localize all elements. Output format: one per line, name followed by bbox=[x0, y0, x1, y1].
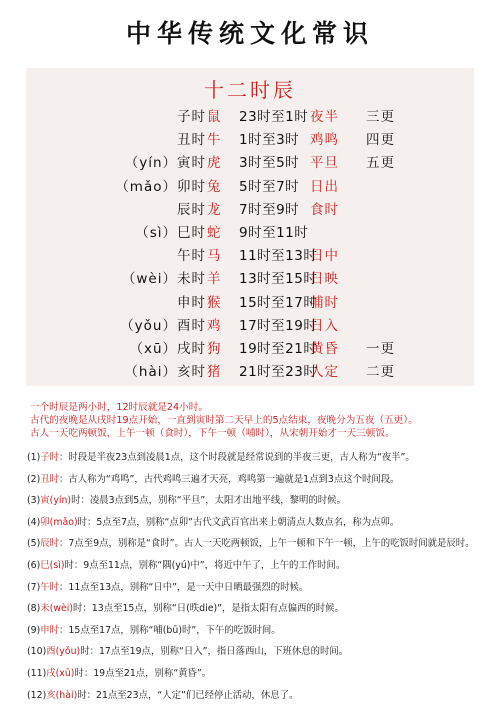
zodiac-animal: 龙 bbox=[207, 201, 221, 218]
item-number: (11) bbox=[27, 668, 47, 679]
shichen-label: （hài）亥时 bbox=[124, 364, 206, 381]
period-name: 日映 bbox=[310, 271, 339, 288]
period-name: 黄昏 bbox=[310, 341, 339, 357]
period-name: 平旦 bbox=[310, 155, 339, 172]
hour-range: 13时至15时 bbox=[239, 271, 318, 288]
item-text: 时：17点至19点，别称“日入”，指日落西山，下班休息的时间。 bbox=[80, 646, 349, 658]
shichen-label: （mǎo）卯时 bbox=[115, 178, 206, 195]
shichen-label: （yín）寅时 bbox=[124, 155, 206, 172]
shichen-row bbox=[26, 129, 474, 151]
night-watch: 三更 bbox=[366, 109, 395, 125]
zodiac-animal: 狗 bbox=[207, 341, 221, 357]
shichen-label: 午时 bbox=[177, 248, 206, 265]
item-pinyin: (yín) bbox=[49, 495, 72, 507]
hour-range: 15时至17时 bbox=[239, 294, 318, 311]
item-number: (6) bbox=[27, 560, 41, 571]
shichen-label: 辰时 bbox=[177, 201, 206, 218]
zodiac-animal: 猪 bbox=[207, 364, 221, 381]
hour-range: 5时至7时 bbox=[239, 178, 300, 195]
explanation-item bbox=[27, 515, 497, 531]
notes-block bbox=[30, 401, 490, 440]
item-pinyin: (wèi) bbox=[49, 603, 74, 615]
item-shichen: 午时 bbox=[40, 581, 60, 593]
note-line: 一个时辰是两小时，12时辰就是24小时。 bbox=[30, 402, 208, 413]
period-name: 哺时 bbox=[310, 294, 339, 311]
item-number: (7) bbox=[27, 581, 41, 593]
item-pinyin: (hài) bbox=[55, 689, 78, 701]
explanation-item bbox=[27, 558, 497, 574]
zodiac-animal: 鼠 bbox=[207, 109, 221, 125]
hour-range: 1时至3时 bbox=[239, 132, 300, 149]
table-title: 十二时辰 bbox=[204, 78, 296, 102]
item-number: (1) bbox=[27, 452, 41, 463]
item-text: ：时段是半夜23点到凌晨1点，这个时段就是经常说到的半夜三更，古人称为“夜半”。 bbox=[59, 452, 415, 463]
period-name: 夜半 bbox=[310, 109, 339, 125]
explanation-item bbox=[27, 601, 497, 617]
item-shichen: 申时 bbox=[40, 624, 60, 636]
shichen-row bbox=[26, 106, 474, 128]
shichen-label: （sì）巳时 bbox=[135, 225, 206, 241]
item-shichen: 酉 bbox=[46, 646, 56, 658]
explanation-item bbox=[27, 472, 497, 488]
item-shichen: 子时 bbox=[40, 452, 60, 463]
explanation-item bbox=[27, 450, 497, 466]
zodiac-animal: 羊 bbox=[207, 271, 221, 288]
shichen-label: 申时 bbox=[177, 294, 206, 311]
explanation-item bbox=[27, 644, 497, 660]
item-text: 时：13点至15点，别称“日(昳die)”，是指太阳有点偏西的时候。 bbox=[73, 603, 344, 615]
note-line: 古代的夜晚是从戌时19点开始，一直到寅时第二天早上的5点结束，夜晚分为五夜（五更）。 bbox=[30, 415, 418, 426]
item-text: ：7点至9点，别称是“食时”。古人一天吃两顿饭，上午一顿和下午一顿，上午的吃饭时间就是辰时。 bbox=[59, 538, 475, 550]
item-text: ：古人称为“鸡鸣”，古代鸡鸣三遍才天亮，鸡鸣第一遍就是1点到3点这个时间段。 bbox=[59, 473, 400, 485]
item-number: (9) bbox=[27, 624, 41, 636]
item-pinyin: (sì) bbox=[49, 560, 65, 571]
shichen-row bbox=[26, 338, 474, 360]
item-text: 时：5点至7点，别称“点卯”古代文武百官出来上朝清点人数点名，称为点卯。 bbox=[77, 516, 400, 528]
shichen-row bbox=[26, 361, 474, 383]
zodiac-animal: 蛇 bbox=[207, 225, 221, 241]
night-watch: 二更 bbox=[366, 364, 395, 381]
shichen-label: 丑时 bbox=[177, 132, 206, 149]
item-pinyin: (yǒu) bbox=[55, 646, 81, 658]
explanation-item bbox=[27, 493, 497, 509]
item-number: (12) bbox=[27, 689, 47, 701]
item-pinyin: (xū) bbox=[55, 668, 75, 679]
shichen-row bbox=[26, 292, 474, 314]
hour-range: 11时至13时 bbox=[239, 248, 318, 265]
item-shichen: 卯 bbox=[40, 516, 50, 528]
hour-range: 9时至11时 bbox=[239, 225, 309, 241]
item-shichen: 巳 bbox=[40, 560, 50, 571]
item-number: (5) bbox=[27, 538, 41, 550]
hour-range: 21时至23时 bbox=[239, 364, 318, 381]
shichen-row bbox=[26, 222, 474, 244]
hour-range: 17时至19时 bbox=[239, 317, 318, 334]
item-text: ：11点至13点，别称“日中”，是一天中日晒最强烈的时候。 bbox=[59, 581, 309, 593]
shichen-row bbox=[26, 315, 474, 337]
explanation-item bbox=[27, 666, 497, 682]
shichen-label: （xū）戌时 bbox=[129, 341, 206, 357]
item-shichen: 辰时 bbox=[40, 538, 60, 550]
item-number: (2) bbox=[27, 473, 41, 485]
item-number: (4) bbox=[27, 516, 41, 528]
hour-range: 19时至21时 bbox=[239, 341, 318, 357]
night-watch: 五更 bbox=[366, 155, 395, 172]
item-shichen: 亥 bbox=[46, 689, 56, 701]
note-line: 古人一天吃两顿饭，上午一顿（食时），下午一顿（哺时），从宋朝开始才一天三顿饭。 bbox=[30, 428, 395, 439]
zodiac-animal: 虎 bbox=[207, 155, 221, 172]
night-watch: 四更 bbox=[366, 132, 395, 149]
item-text: 时：19点至21点，别称“黄昏”。 bbox=[74, 668, 212, 679]
explanation-item bbox=[27, 580, 497, 596]
item-text: ：15点至17点，别称“哺(bū)时”，下午的吃饭时间。 bbox=[59, 624, 281, 636]
hour-range: 7时至9时 bbox=[239, 201, 300, 218]
period-name: 食时 bbox=[310, 201, 339, 218]
shichen-row bbox=[26, 176, 474, 198]
period-name: 鸡鸣 bbox=[310, 132, 339, 149]
shichen-label: （wèi）未时 bbox=[121, 271, 206, 288]
zodiac-animal: 马 bbox=[207, 248, 221, 265]
item-pinyin: (mǎo) bbox=[49, 516, 78, 528]
item-text: 时：9点至11点，别称“隅(yú)中”，将近中午了，上午的工作时间。 bbox=[64, 560, 346, 571]
period-name: 人定 bbox=[310, 364, 339, 381]
shichen-row bbox=[26, 268, 474, 290]
period-name: 日中 bbox=[310, 248, 339, 265]
zodiac-animal: 猴 bbox=[207, 294, 221, 311]
explanation-item bbox=[27, 536, 497, 552]
page-title: 中华传统文化常识 bbox=[125, 19, 374, 48]
period-name: 日出 bbox=[310, 178, 339, 195]
explanation-item bbox=[27, 688, 497, 704]
hour-range: 3时至5时 bbox=[239, 155, 300, 172]
item-number: (8) bbox=[27, 603, 41, 615]
item-shichen: 丑时 bbox=[40, 473, 60, 485]
item-text: 时：凌晨3点到5点，别称“平旦”，太阳才出地平线，黎明的时候。 bbox=[71, 495, 346, 507]
shichen-row bbox=[26, 199, 474, 221]
shichen-row bbox=[26, 245, 474, 267]
item-shichen: 未 bbox=[40, 603, 50, 615]
item-number: (10) bbox=[27, 646, 47, 658]
item-shichen: 戌 bbox=[46, 668, 56, 679]
shichen-table-panel bbox=[26, 68, 474, 386]
item-number: (3) bbox=[27, 495, 41, 507]
hour-range: 23时至1时 bbox=[239, 109, 309, 125]
shichen-row bbox=[26, 152, 474, 174]
shichen-label: 子时 bbox=[177, 109, 206, 125]
item-shichen: 寅 bbox=[40, 495, 50, 507]
shichen-label: （yǒu）酉时 bbox=[120, 317, 206, 334]
zodiac-animal: 兔 bbox=[207, 178, 221, 195]
zodiac-animal: 牛 bbox=[207, 132, 221, 149]
zodiac-animal: 鸡 bbox=[207, 317, 221, 334]
period-name: 日入 bbox=[310, 317, 339, 334]
item-text: 时：21点至23点，“人定”们已经停止活动，休息了。 bbox=[77, 689, 299, 701]
explanation-item bbox=[27, 623, 497, 639]
night-watch: 一更 bbox=[366, 341, 395, 357]
